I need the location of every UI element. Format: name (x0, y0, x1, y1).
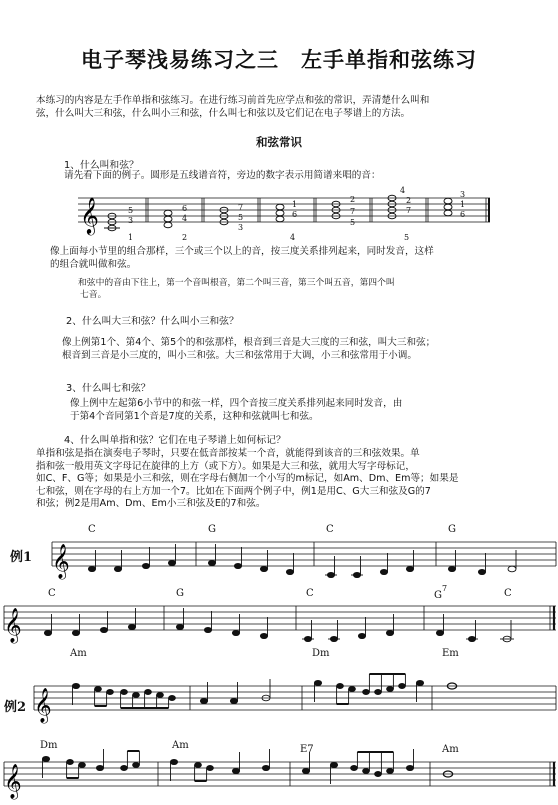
q3-body-line: 像上例中左起第6小节中的和弦一样，四个音按三度关系排列起来同时发音，由 (70, 398, 403, 409)
chord-noteheads (104, 195, 452, 231)
intro-paragraph (36, 95, 536, 120)
example1-line1-notes (88, 544, 516, 578)
jianpu-number: 3 (460, 190, 466, 199)
jianpu-number: 3 (238, 223, 244, 232)
jianpu-number: 2 (350, 195, 356, 204)
section-title: 和弦常识 (256, 135, 302, 149)
chord-symbol: C (326, 524, 334, 535)
chord-superscript: 7 (442, 584, 448, 593)
q1-note-line: 和弦中的音由下往上，第一个音叫根音，第二个叫三音，第三个叫五音，第四个叫 (78, 278, 395, 288)
example1-line2-chords (48, 584, 512, 601)
example1-label: 例1 (10, 550, 33, 565)
treble-clef-icon: 𝄞 (4, 608, 22, 643)
q4-heading: 4、什么叫单指和弦？它们在电子琴谱上如何标记？ (64, 435, 286, 446)
chord-example-staff (74, 186, 494, 244)
q3-heading: 3、什么叫七和弦？ (66, 383, 151, 394)
q4-body-line: 如C、F、G等；如果是小三和弦，则在字母右侧加一个小写的m标记，如Am、Dm、Em等；如果是 (36, 473, 459, 484)
chord-symbol: Em (442, 648, 459, 659)
chord-symbol: Dm (40, 740, 58, 751)
q4-body-line: 七和弦，则在字母的右上方加一个7。比如在下面两个例子中，例1是用C、G大三和弦及G的7 (36, 485, 431, 497)
example2-line1-notes (72, 674, 456, 708)
jianpu-number: 2 (406, 196, 412, 205)
q2-body-line: 像上例第1个、第4个、第5个的和弦那样，根音到三音是大三度的三和弦，叫大三和弦； (62, 337, 436, 348)
chord-symbol: C (504, 588, 512, 599)
example2-line2-notes (42, 749, 452, 784)
jianpu-number: 3 (128, 216, 134, 225)
treble-clef-icon: 𝄞 (34, 688, 52, 723)
example1-score (0, 516, 558, 646)
q1-body-line: 像上面每小节里的组合那样，三个或三个以上的音，按三度关系排列起来，同时发音，这样 (50, 246, 434, 257)
intro-line: 本练习的内容是左手作单指和弦练习。在进行练习前首先应学点和弦的常识，弄清楚什么叫和 (36, 95, 430, 106)
staff-lines (4, 762, 556, 786)
jianpu-numbers (128, 186, 465, 242)
chord-symbol: C (88, 524, 96, 535)
q1-body-line: 的组合就叫做和弦。 (50, 258, 137, 270)
chord-symbol: Am (442, 744, 459, 755)
jianpu-number: 5 (404, 233, 410, 242)
jianpu-number: 7 (350, 207, 356, 216)
chord-symbol: C (306, 588, 314, 599)
q1-lead: 请先看下面的例子。圆形是五线谱音符，旁边的数字表示用简谱来唱的音： (64, 170, 381, 181)
jianpu-number: 5 (128, 206, 134, 215)
example1-line1-chords (88, 524, 456, 535)
treble-clef-icon: 𝄞 (4, 764, 22, 799)
chord-symbol: G (434, 590, 442, 601)
q2-heading: 2、什么叫大三和弦？什么叫小三和弦？ (66, 316, 239, 327)
q4-body (36, 448, 458, 511)
intro-line: 弦，什么叫大三和弦，什么叫小三和弦，什么叫七和弦以及它们记在电子琴谱上的方法。 (36, 107, 411, 119)
chord-symbol: G (208, 524, 216, 535)
treble-clef-icon: 𝄞 (80, 196, 99, 234)
jianpu-number: 2 (182, 233, 188, 242)
chord-symbol: G (176, 588, 184, 599)
jianpu-number: 1 (292, 200, 298, 209)
jianpu-number: 4 (400, 186, 406, 195)
staff-lines (52, 542, 556, 566)
q3-body-line: 于第4个音同第1个音是7度的关系，这种和弦就叫七和弦。 (70, 410, 319, 422)
jianpu-number: 4 (182, 214, 188, 223)
example2-line2-chords (40, 740, 459, 755)
example1-line2-notes (44, 608, 514, 642)
jianpu-number: 4 (290, 233, 296, 242)
q1-heading: 1、什么叫和弦？ (64, 160, 139, 171)
jianpu-number: 1 (128, 233, 134, 242)
q4-body-line: 和弦；例2是用Am、Dm、Em小三和弦及E的7和弦。 (36, 498, 266, 509)
q2-body-line: 根音到三音是小三度的，叫小三和弦。大三和弦常用于大调，小三和弦常用于小调。 (62, 349, 417, 361)
q1-note-line: 七音。 (80, 289, 107, 300)
chord-symbol: G (448, 524, 456, 535)
jianpu-number: 6 (460, 210, 466, 219)
treble-clef-icon: 𝄞 (52, 544, 70, 579)
q4-body-line: 指和弦一般用英文字母记在旋律的上方（或下方）。如果是大三和弦，就用大写字母标记， (36, 460, 415, 472)
chord-symbol: Dm (312, 648, 330, 659)
jianpu-number: 1 (460, 200, 466, 209)
q3-body (70, 398, 402, 423)
jianpu-number: 6 (182, 204, 188, 213)
example2-score (0, 644, 558, 804)
jianpu-number: 7 (238, 203, 244, 212)
example2-line1-chords (69, 648, 459, 659)
chord-symbol: Am (172, 740, 189, 751)
chord-symbol: Am (70, 648, 87, 659)
jianpu-number: 5 (350, 218, 356, 227)
q2-body (62, 337, 435, 362)
jianpu-number: 6 (292, 210, 298, 219)
chord-symbol: E7 (300, 744, 314, 755)
example2-label: 例2 (4, 700, 27, 715)
q1-body (50, 246, 434, 271)
q1-note (78, 278, 395, 301)
q4-body-line: 单指和弦是指在演奏电子琴时，只要在低音部按某一个音，就能得到该音的三和弦效果。单 (36, 448, 420, 459)
jianpu-number: 5 (238, 213, 244, 222)
chord-symbol: C (48, 588, 56, 599)
page-title: 电子琴浅易练习之三 左手单指和弦练习 (81, 47, 477, 72)
jianpu-number: 7 (406, 206, 412, 215)
staff-lines (4, 606, 556, 630)
